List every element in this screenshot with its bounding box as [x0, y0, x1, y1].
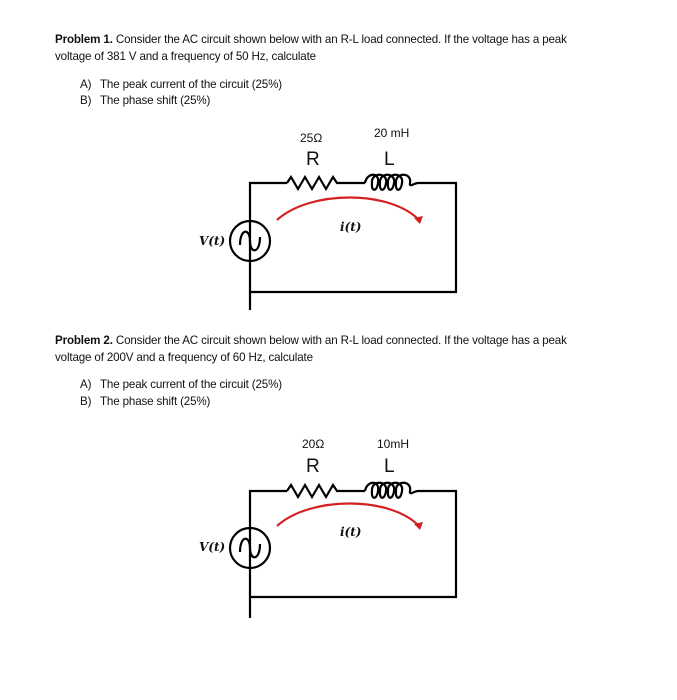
item-text: The phase shift (25%) [100, 94, 211, 107]
item-label: B) [80, 395, 92, 408]
source-label: V(t) [199, 234, 226, 248]
problem-2-circuit-diagram [0, 428, 677, 618]
problem-2-item-a [80, 378, 282, 391]
circuit-wire [250, 183, 456, 310]
inductance-value: 20 mH [374, 126, 410, 140]
resistor-symbol [287, 177, 340, 189]
current-direction-arrow [277, 504, 419, 527]
inductor-label: L [384, 149, 395, 170]
problem-1-title: Problem 1. [55, 33, 113, 46]
resistor-symbol [287, 485, 340, 497]
item-text: The peak current of the circuit (25%) [100, 78, 282, 91]
resistor-label: R [306, 149, 320, 170]
circuit-wire [250, 491, 456, 618]
problem-1-item-a [80, 78, 282, 91]
current-label: i(t) [340, 220, 362, 234]
inductance-value: 10mH [377, 437, 410, 451]
item-label: A) [80, 378, 92, 391]
problem-1-item-b [80, 94, 210, 107]
problem-2-item-b [80, 395, 210, 408]
inductor-symbol [365, 483, 418, 498]
problem-2-title: Problem 2. [55, 334, 113, 347]
current-label: i(t) [340, 525, 362, 539]
sine-wave-icon [240, 232, 260, 251]
inductor-symbol [365, 175, 418, 190]
resistance-value: 20Ω [302, 437, 325, 451]
resistor-label: R [306, 456, 320, 477]
problem-1-statement [55, 31, 595, 65]
resistance-value: 25Ω [300, 131, 323, 145]
problem-2-text: Consider the AC circuit shown below with an R-L load connected. If the voltage has a peak voltage of 200V and a frequency of 60 Hz, calculate [55, 334, 567, 364]
source-label: V(t) [199, 540, 226, 554]
problem-1-circuit-diagram [0, 120, 677, 310]
item-text: The peak current of the circuit (25%) [100, 378, 282, 391]
item-label: A) [80, 78, 92, 91]
problem-2-statement [55, 332, 595, 366]
inductor-label: L [384, 456, 395, 477]
sine-wave-icon [240, 539, 260, 558]
item-text: The phase shift (25%) [100, 395, 211, 408]
current-direction-arrow [277, 198, 419, 221]
item-label: B) [80, 94, 92, 107]
problem-1-text: Consider the AC circuit shown below with an R-L load connected. If the voltage has a peak voltage of 381 V and a frequency of 50 Hz, calculate [55, 33, 567, 63]
